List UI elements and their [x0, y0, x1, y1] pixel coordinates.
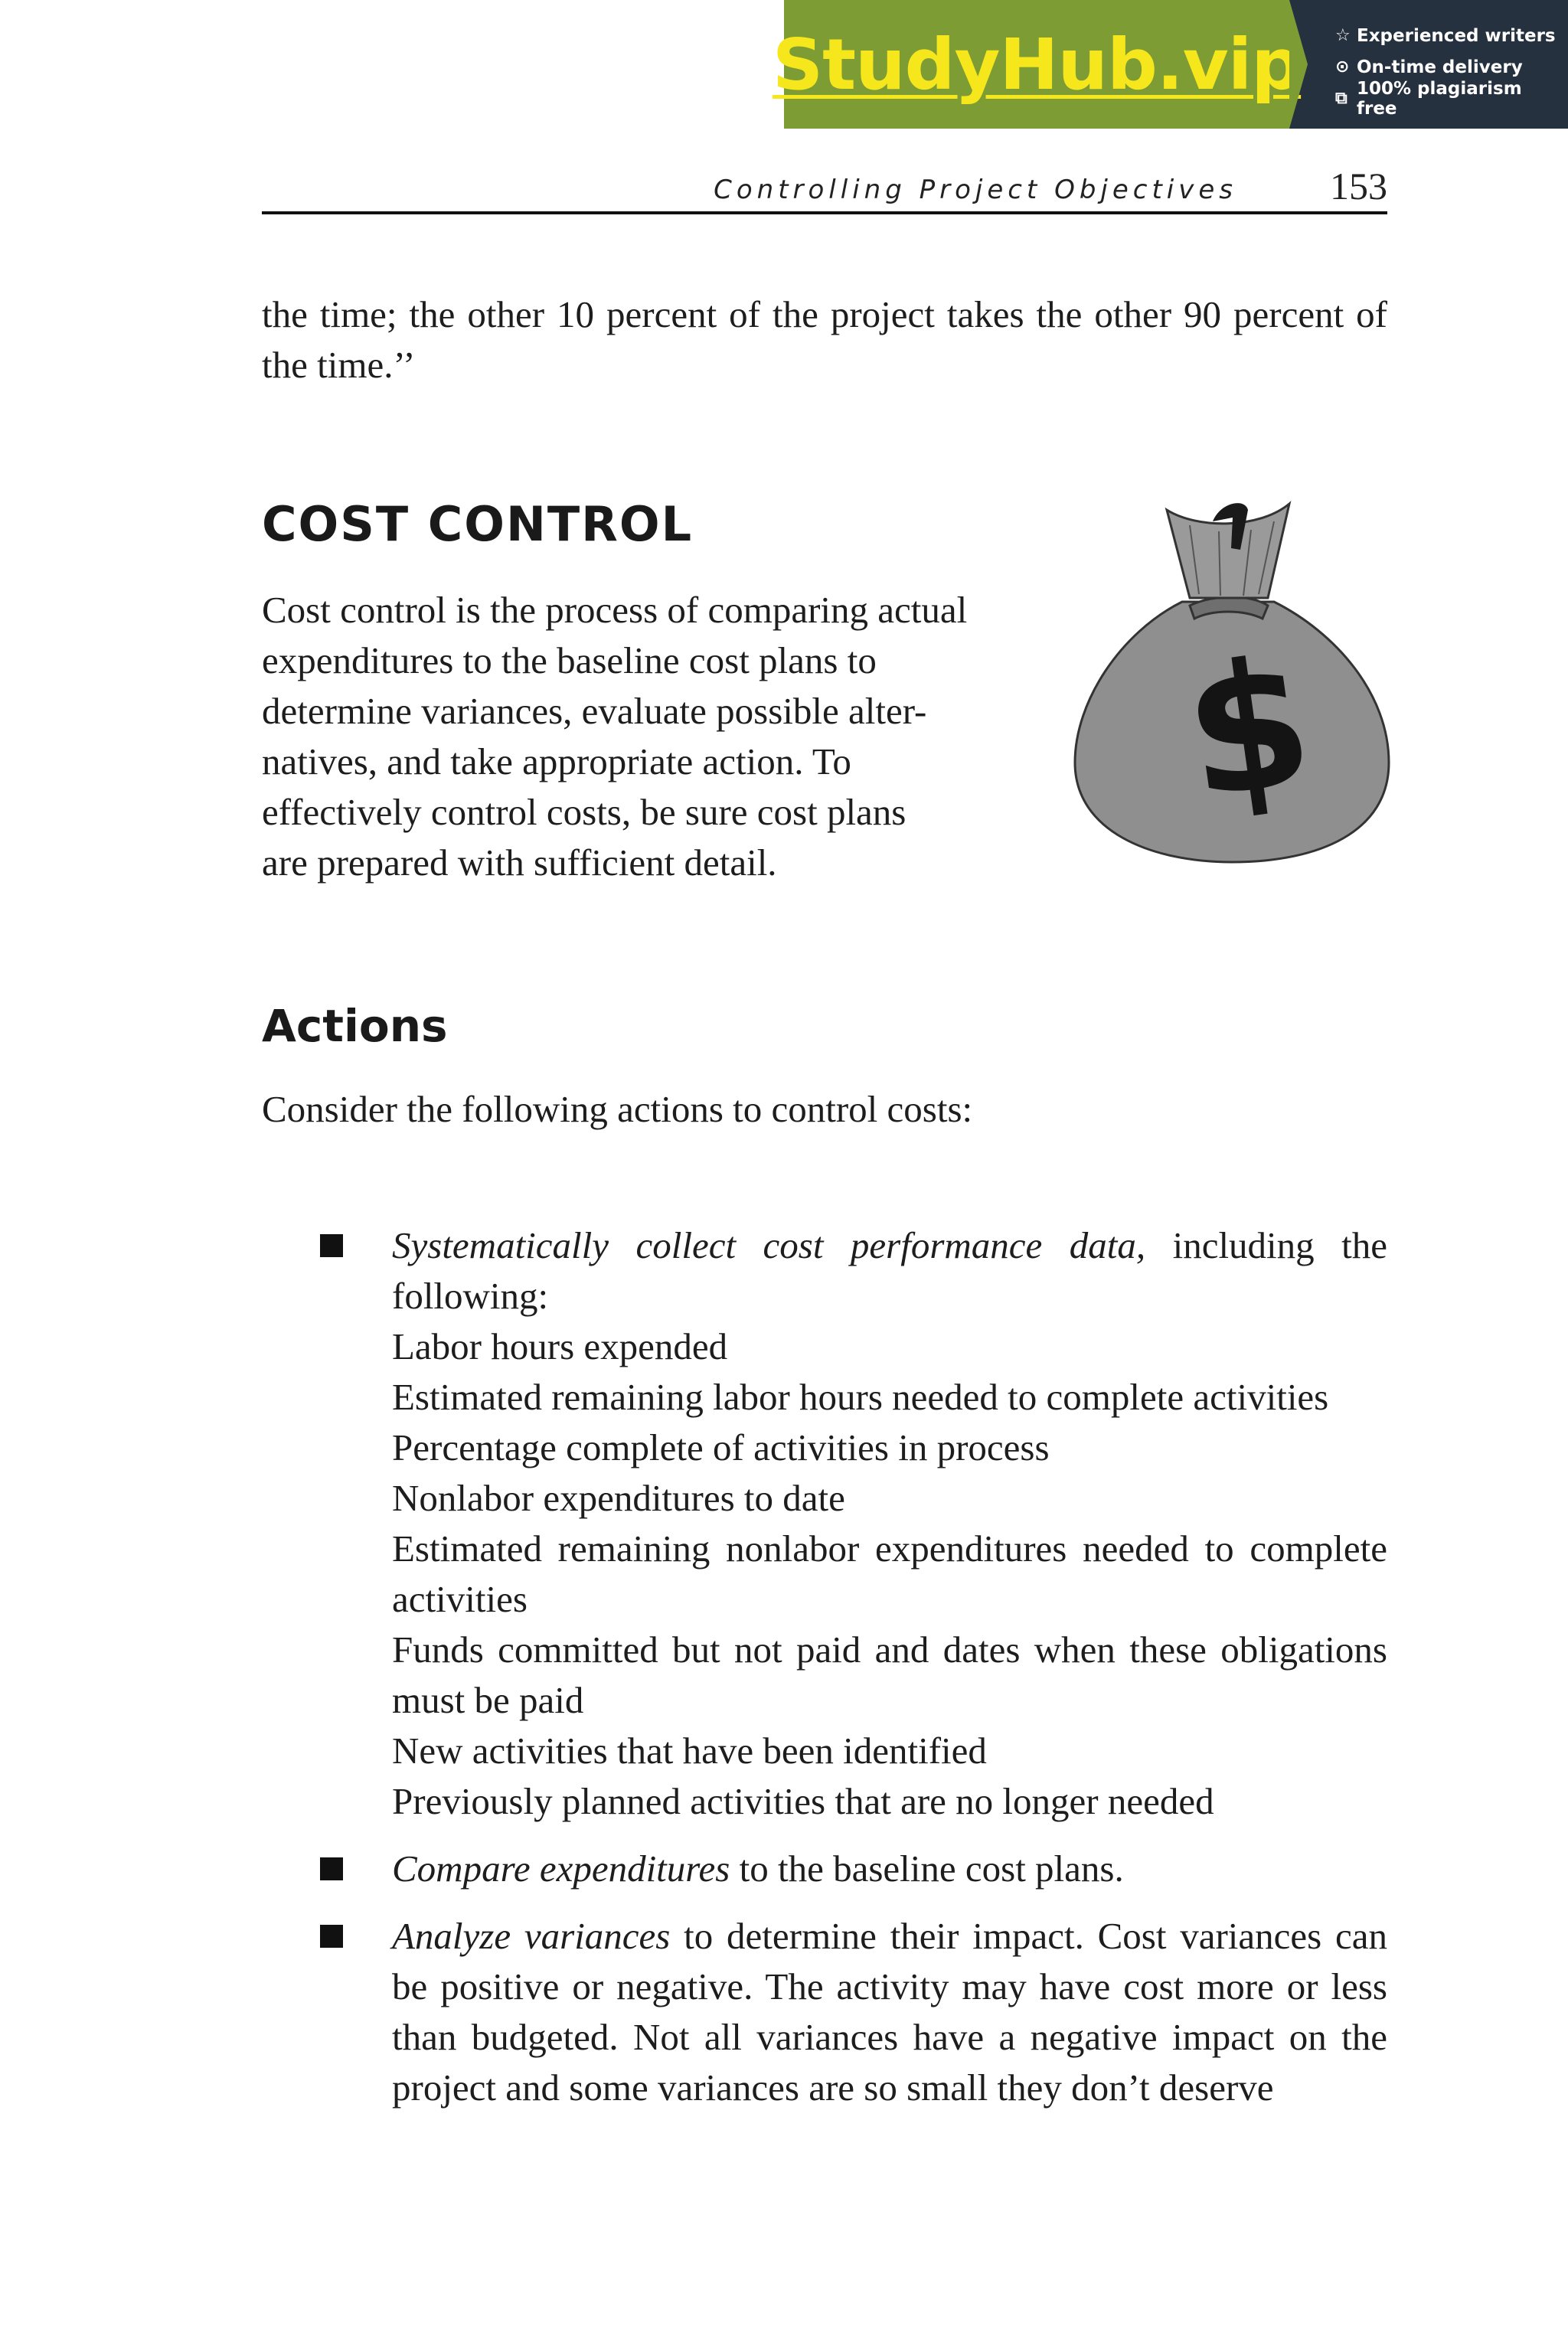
paragraph-line: Cost control is the process of comparing actual [262, 589, 968, 631]
banner-features [1289, 0, 1568, 129]
actions-bullet-list [262, 1220, 1387, 2130]
sub-item: Nonlabor expenditures to date [392, 1477, 845, 1519]
bullet-emphasis: Analyze variances [392, 1915, 671, 1957]
bullet-body: to the baseline cost plans. [730, 1847, 1124, 1890]
paragraph-line: determine variances, evaluate possible alter- [262, 690, 927, 732]
sub-item: Funds committed but not paid and dates when these obligations must be paid [392, 1628, 1387, 1721]
bullet-square-icon [320, 1857, 343, 1880]
sub-item: New activities that have been identified [392, 1730, 987, 1772]
paragraph-line: natives, and take appropriate action. To [262, 740, 851, 782]
paragraph-line: expenditures to the baseline cost plans to [262, 639, 877, 681]
section-heading-actions: Actions [262, 1000, 448, 1052]
banner-feature-text: Experienced writers [1357, 25, 1556, 46]
intro-paragraph: the time; the other 10 percent of the project takes the other 90 percent of the time.’’ [262, 293, 1387, 386]
bullet-emphasis: Systematically collect cost performance data, [392, 1224, 1146, 1266]
paragraph-line: are prepared with sufficient detail. [262, 841, 777, 884]
banner-feature-text: On-time delivery [1357, 57, 1523, 77]
sub-item: Labor hours expended [392, 1325, 728, 1367]
paragraph-line: effectively control costs, be sure cost plans [262, 791, 906, 833]
bullet-emphasis: Compare expenditures [392, 1847, 730, 1890]
banner-feature-plagiarism [1335, 78, 1568, 119]
running-title: Controlling Project Objectives [714, 175, 1237, 205]
banner-feature-writers [1335, 20, 1568, 51]
studyhub-banner[interactable] [772, 0, 1568, 129]
copy-icon: ⧉ [1335, 89, 1348, 108]
section-heading-cost-control: COST CONTROL [262, 496, 694, 552]
banner-feature-text: 100% plagiarism free [1356, 78, 1522, 119]
bullet-text [392, 1911, 1387, 2113]
star-outline-icon: ☆ [1335, 26, 1351, 45]
studyhub-logo-text: StudyHub.vip [772, 23, 1302, 106]
clock-icon: ⊙ [1335, 57, 1350, 77]
bullet-body: including the following: [392, 1224, 1387, 1317]
dollar-sign: $ [1173, 619, 1324, 840]
sub-item: Estimated remaining nonlabor expenditures needed to complete activities [392, 1527, 1387, 1620]
sub-item: Estimated remaining labor hours needed to complete activities [392, 1376, 1329, 1418]
money-bag-dollar-icon [1067, 487, 1396, 870]
cost-control-paragraph [262, 585, 1096, 888]
bullet-body: to determine their impact. Cost variances can be positive or negative. The activity may have cost more or less than budgeted. Not all variances have a negative impact on the project and some variances are so small they don’t deserve [392, 1915, 1387, 2109]
page-number: 153 [1330, 165, 1387, 207]
bullet-square-icon [320, 1925, 343, 1948]
studyhub-logo[interactable] [772, 0, 1302, 129]
bullet-text [392, 1844, 1387, 1894]
running-header [262, 161, 1387, 214]
list-item [262, 1220, 1387, 1827]
bullet-text [392, 1220, 1387, 1321]
list-item [262, 1911, 1387, 2113]
actions-intro: Consider the following actions to control costs: [262, 1088, 973, 1130]
sub-item: Previously planned activities that are no longer needed [392, 1780, 1214, 1822]
bullet-square-icon [320, 1234, 343, 1257]
sub-item: Percentage complete of activities in process [392, 1426, 1050, 1468]
list-item [262, 1844, 1387, 1894]
